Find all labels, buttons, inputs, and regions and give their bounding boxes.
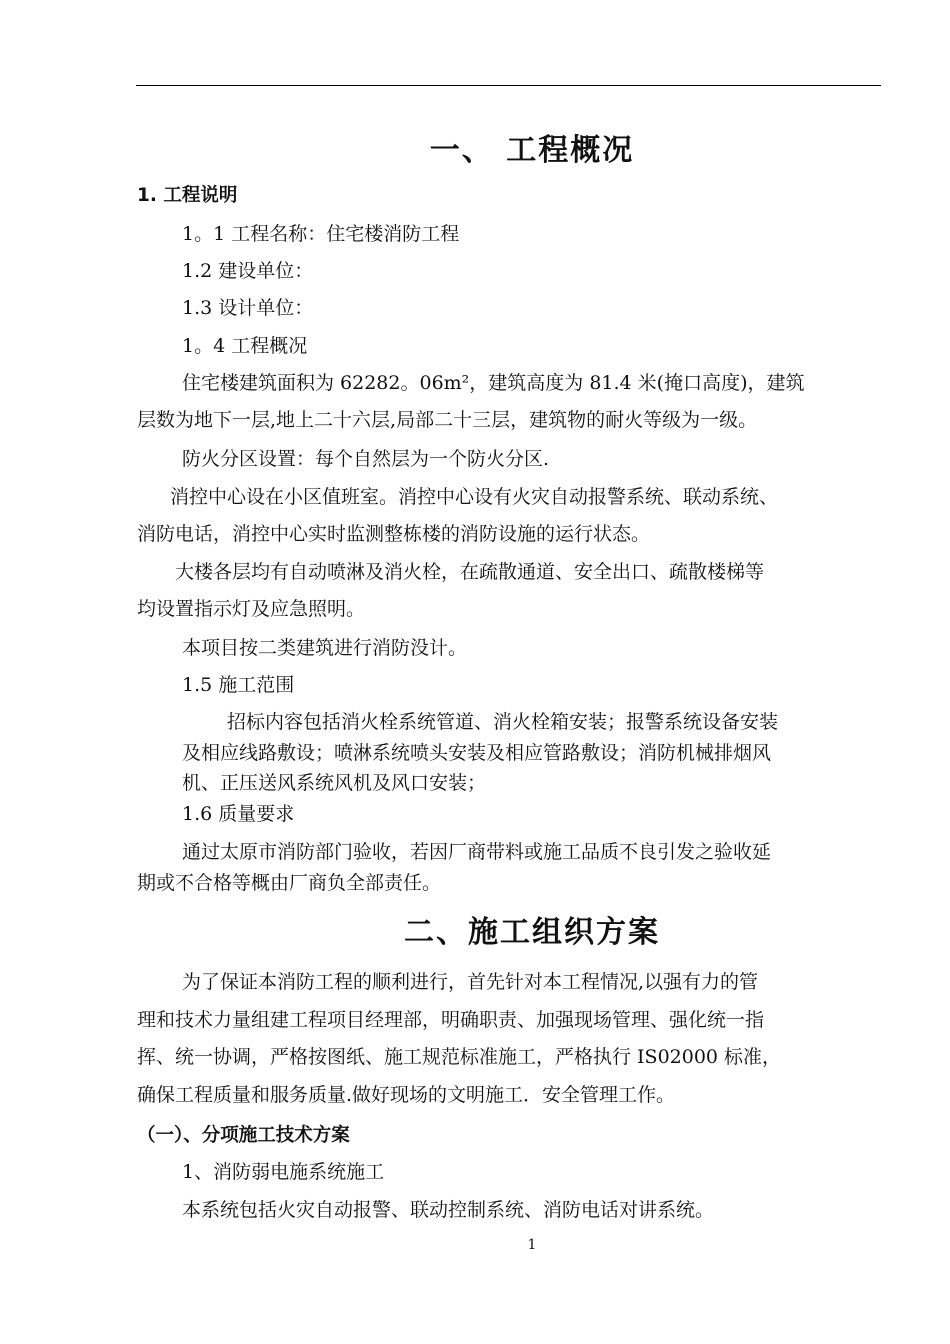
paragraph-line: 本项目按二类建筑进行消防没计。 (182, 637, 468, 659)
paragraph-line: 招标内容包括消火栓系统管道、消火栓箱安装；报警系统设备安装 (227, 711, 779, 733)
paragraph-line: 通过太原市消防部门验收，若因厂商带料或施工品质不良引发之验收延 (182, 841, 772, 863)
paragraph-line: 理和技术力量组建工程项目经理部，明确职责、加强现场管理、强化统一指 (137, 1009, 765, 1031)
paragraph-line: 层数为地下一层,地上二十六层,局部二十三层，建筑物的耐火等级为一级。 (137, 409, 758, 431)
paragraph-line: 及相应线路敷设；喷淋系统喷头安装及相应管路敷设；消防机械排烟风 (182, 742, 772, 764)
section-1-title: 一、 工程概况 (429, 133, 635, 168)
subheading-2: （一）、分项施工技术方案 (137, 1125, 350, 1146)
item-1-1: 1。1 工程名称：住宅楼消防工程 (182, 223, 460, 245)
section-2-title: 二、施工组织方案 (404, 915, 660, 950)
header-rule (136, 85, 881, 86)
paragraph-line: 机、正压送风系统风机及风口安装； (182, 772, 487, 794)
paragraph-line: 消控中心设在小区值班室。消控中心设有火灾自动报警系统、联动系统、 (170, 486, 779, 508)
item-1-5: 1.5 施工范围 (182, 674, 295, 696)
item-1-6: 1.6 质量要求 (182, 803, 295, 825)
item-1-4: 1。4 工程概况 (182, 335, 308, 357)
paragraph-line: 住宅楼建筑面积为 62282。06m²，建筑高度为 81.4 米(掩口高度)，建筑 (182, 372, 805, 394)
item-1-3: 1.3 设计单位： (182, 297, 314, 319)
paragraph-line: 大楼各层均有自动喷淋及消火栓，在疏散通道、安全出口、疏散楼梯等 (175, 561, 765, 583)
paragraph-line: 消防电话，消控中心实时监测整栋楼的消防设施的运行状态。 (137, 523, 651, 545)
page-number: 1 (527, 1237, 537, 1253)
paragraph-line: 均设置指示灯及应急照明。 (137, 598, 366, 620)
paragraph-line: 确保工程质量和服务质量.做好现场的文明施工．安全管理工作。 (137, 1084, 676, 1106)
paragraph-line: 为了保证本消防工程的顺利进行，首先针对本工程情况,以强有力的管 (182, 971, 759, 993)
paragraph-line: 期或不合格等概由厂商负全部责任。 (137, 872, 442, 894)
item-1-2: 1.2 建设单位： (182, 260, 314, 282)
paragraph-line: 挥、统一协调，严格按图纸、施工规范标准施工，严格执行 IS02000 标准， (137, 1046, 782, 1068)
subheading-1: 1. 工程说明 (137, 185, 238, 206)
paragraph-line: 本系统包括火灾自动报警、联动控制系统、消防电话对讲系统。 (182, 1199, 715, 1221)
paragraph-line: 防火分区设置：每个自然层为一个防火分区. (182, 448, 550, 470)
item-2-1: 1、消防弱电施系统施工 (182, 1161, 385, 1183)
